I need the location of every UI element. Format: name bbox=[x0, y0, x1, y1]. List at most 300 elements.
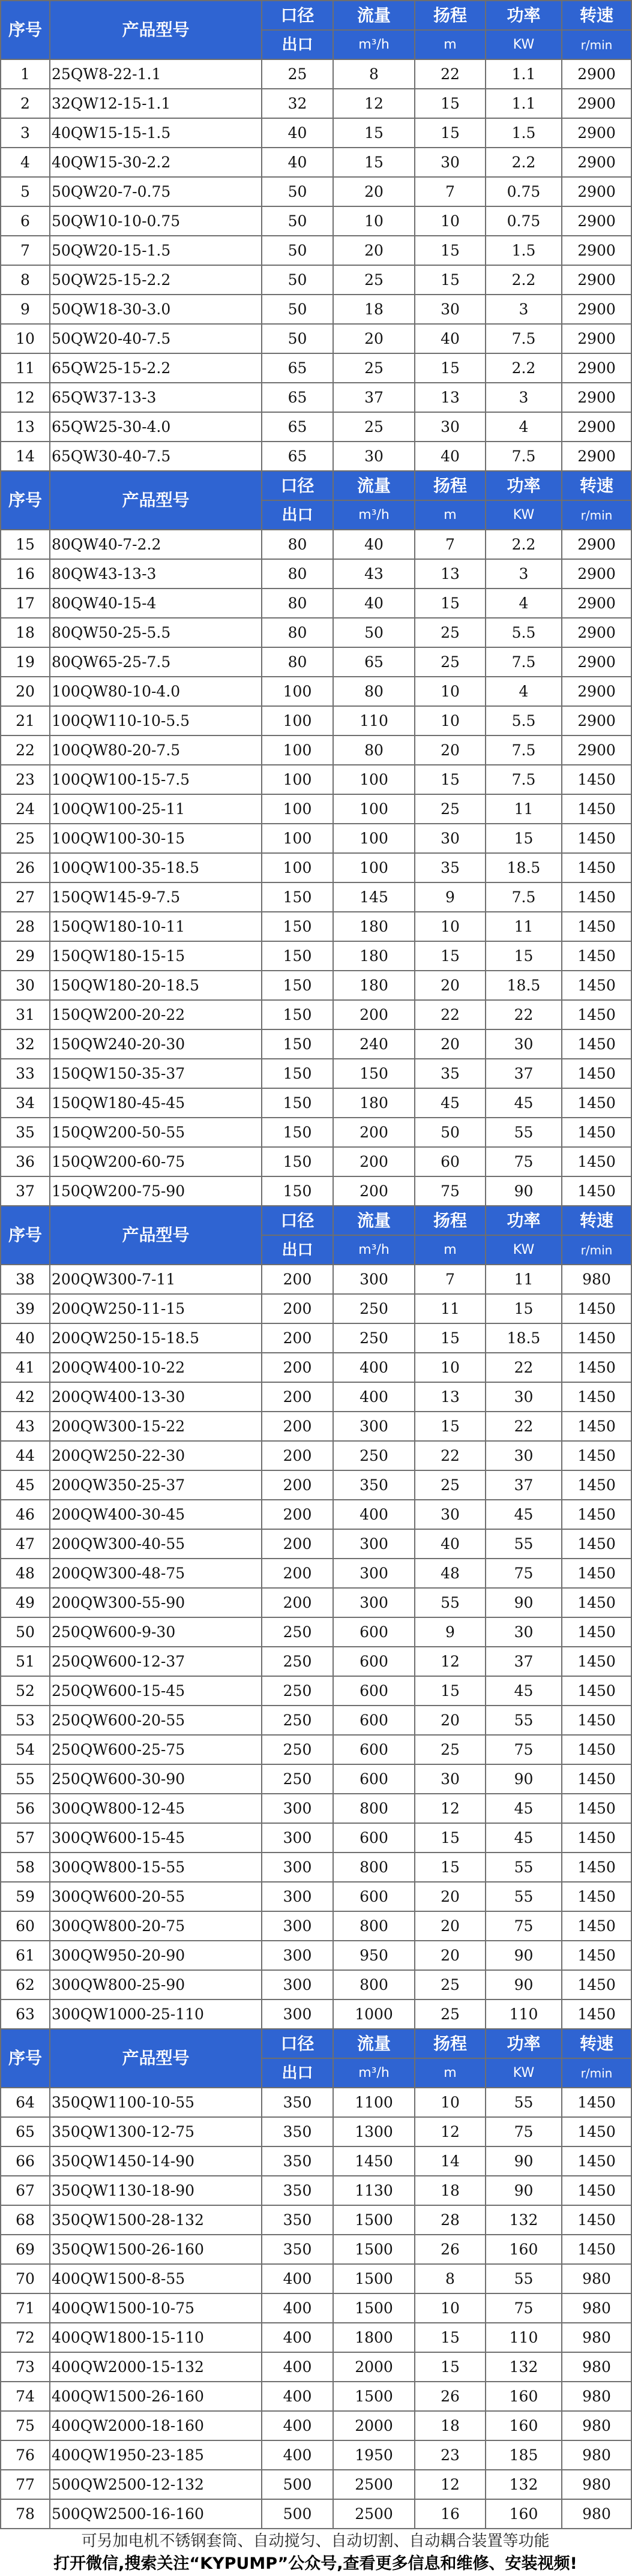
cell-power: 45 bbox=[486, 1500, 562, 1529]
cell-flow: 180 bbox=[333, 912, 415, 941]
header-power: 功率 bbox=[486, 2029, 562, 2058]
cell-model: 200QW400-10-22 bbox=[50, 1353, 262, 1382]
cell-index: 13 bbox=[1, 412, 50, 442]
cell-flow: 600 bbox=[333, 1823, 415, 1853]
cell-flow: 400 bbox=[333, 1382, 415, 1412]
header-power: 功率 bbox=[486, 1, 562, 30]
cell-head: 15 bbox=[415, 236, 486, 265]
cell-flow: 2000 bbox=[333, 2411, 415, 2440]
cell-speed: 980 bbox=[562, 1265, 631, 1294]
table-row bbox=[1, 706, 631, 735]
cell-flow: 180 bbox=[333, 1088, 415, 1118]
cell-diameter: 150 bbox=[262, 1118, 333, 1147]
cell-speed: 2900 bbox=[562, 148, 631, 177]
cell-power: 15 bbox=[486, 824, 562, 853]
cell-model: 250QW600-20-55 bbox=[50, 1706, 262, 1735]
cell-diameter: 50 bbox=[262, 236, 333, 265]
header-head: 扬程 bbox=[415, 471, 486, 500]
cell-diameter: 100 bbox=[262, 794, 333, 824]
cell-flow: 1500 bbox=[333, 2235, 415, 2264]
cell-head: 10 bbox=[415, 912, 486, 941]
cell-power: 90 bbox=[486, 1588, 562, 1617]
cell-speed: 1450 bbox=[562, 1118, 631, 1147]
cell-flow: 25 bbox=[333, 265, 415, 295]
cell-head: 15 bbox=[415, 1676, 486, 1706]
cell-diameter: 200 bbox=[262, 1382, 333, 1412]
cell-index: 51 bbox=[1, 1647, 50, 1676]
cell-index: 68 bbox=[1, 2205, 50, 2235]
table-row bbox=[1, 1176, 631, 1206]
cell-model: 200QW300-55-90 bbox=[50, 1588, 262, 1617]
header-index: 序号 bbox=[1, 471, 50, 530]
cell-flow: 110 bbox=[333, 706, 415, 735]
cell-diameter: 350 bbox=[262, 2235, 333, 2264]
cell-model: 50QW18-30-3.0 bbox=[50, 295, 262, 324]
cell-speed: 1450 bbox=[562, 1294, 631, 1323]
cell-model: 200QW400-30-45 bbox=[50, 1500, 262, 1529]
cell-flow: 300 bbox=[333, 1265, 415, 1294]
cell-index: 43 bbox=[1, 1412, 50, 1441]
cell-head: 25 bbox=[415, 647, 486, 677]
cell-index: 11 bbox=[1, 353, 50, 383]
cell-model: 200QW400-13-30 bbox=[50, 1382, 262, 1412]
cell-index: 2 bbox=[1, 89, 50, 118]
cell-model: 65QW30-40-7.5 bbox=[50, 442, 262, 471]
cell-flow: 30 bbox=[333, 442, 415, 471]
table-row bbox=[1, 1029, 631, 1059]
cell-speed: 2900 bbox=[562, 647, 631, 677]
cell-index: 8 bbox=[1, 265, 50, 295]
cell-speed: 980 bbox=[562, 2323, 631, 2352]
cell-power: 160 bbox=[486, 2382, 562, 2411]
cell-power: 15 bbox=[486, 941, 562, 971]
cell-flow: 1500 bbox=[333, 2205, 415, 2235]
cell-diameter: 200 bbox=[262, 1323, 333, 1353]
cell-model: 50QW10-10-0.75 bbox=[50, 206, 262, 236]
cell-model: 200QW300-15-22 bbox=[50, 1412, 262, 1441]
table-row bbox=[1, 618, 631, 647]
cell-index: 3 bbox=[1, 118, 50, 148]
cell-speed: 2900 bbox=[562, 353, 631, 383]
cell-diameter: 300 bbox=[262, 1911, 333, 1941]
cell-index: 16 bbox=[1, 559, 50, 589]
cell-head: 40 bbox=[415, 442, 486, 471]
cell-flow: 300 bbox=[333, 1412, 415, 1441]
cell-flow: 8 bbox=[333, 59, 415, 89]
cell-flow: 100 bbox=[333, 794, 415, 824]
cell-head: 23 bbox=[415, 2440, 486, 2470]
cell-speed: 1450 bbox=[562, 1911, 631, 1941]
header-flow-unit: m³/h bbox=[333, 1235, 415, 1265]
cell-index: 48 bbox=[1, 1559, 50, 1588]
cell-speed: 2900 bbox=[562, 589, 631, 618]
cell-index: 69 bbox=[1, 2235, 50, 2264]
cell-speed: 1450 bbox=[562, 1794, 631, 1823]
cell-flow: 180 bbox=[333, 941, 415, 971]
cell-power: 18.5 bbox=[486, 971, 562, 1000]
table-row bbox=[1, 2146, 631, 2176]
cell-model: 300QW800-12-45 bbox=[50, 1794, 262, 1823]
cell-speed: 1450 bbox=[562, 794, 631, 824]
cell-index: 26 bbox=[1, 853, 50, 882]
cell-model: 150QW240-20-30 bbox=[50, 1029, 262, 1059]
cell-head: 48 bbox=[415, 1559, 486, 1588]
cell-speed: 1450 bbox=[562, 2176, 631, 2205]
header-model: 产品型号 bbox=[50, 1, 262, 59]
cell-model: 100QW100-35-18.5 bbox=[50, 853, 262, 882]
cell-index: 58 bbox=[1, 1853, 50, 1882]
header-head: 扬程 bbox=[415, 2029, 486, 2058]
header-index: 序号 bbox=[1, 2029, 50, 2088]
table-row bbox=[1, 1441, 631, 1470]
cell-diameter: 200 bbox=[262, 1265, 333, 1294]
cell-diameter: 150 bbox=[262, 1088, 333, 1118]
cell-speed: 980 bbox=[562, 2293, 631, 2323]
table-row bbox=[1, 2382, 631, 2411]
cell-speed: 2900 bbox=[562, 530, 631, 559]
table-row bbox=[1, 353, 631, 383]
cell-flow: 65 bbox=[333, 647, 415, 677]
table-row bbox=[1, 2293, 631, 2323]
cell-speed: 1450 bbox=[562, 1941, 631, 1970]
cell-flow: 80 bbox=[333, 735, 415, 765]
cell-diameter: 350 bbox=[262, 2205, 333, 2235]
header-model: 产品型号 bbox=[50, 1206, 262, 1265]
cell-head: 12 bbox=[415, 2117, 486, 2146]
cell-diameter: 350 bbox=[262, 2088, 333, 2117]
cell-model: 250QW600-12-37 bbox=[50, 1647, 262, 1676]
table-row bbox=[1, 589, 631, 618]
cell-index: 42 bbox=[1, 1382, 50, 1412]
cell-head: 25 bbox=[415, 618, 486, 647]
cell-diameter: 40 bbox=[262, 148, 333, 177]
cell-diameter: 32 bbox=[262, 89, 333, 118]
cell-flow: 1130 bbox=[333, 2176, 415, 2205]
table-row bbox=[1, 1823, 631, 1853]
header-diameter-sub: 出口 bbox=[262, 1235, 333, 1265]
table-row bbox=[1, 2088, 631, 2117]
cell-diameter: 300 bbox=[262, 1882, 333, 1911]
header-power-unit: KW bbox=[486, 2058, 562, 2088]
cell-diameter: 65 bbox=[262, 412, 333, 442]
cell-speed: 1450 bbox=[562, 1470, 631, 1500]
cell-speed: 2900 bbox=[562, 89, 631, 118]
cell-model: 250QW600-15-45 bbox=[50, 1676, 262, 1706]
cell-model: 400QW1800-15-110 bbox=[50, 2323, 262, 2352]
cell-power: 45 bbox=[486, 1088, 562, 1118]
cell-power: 22 bbox=[486, 1353, 562, 1382]
cell-diameter: 150 bbox=[262, 971, 333, 1000]
header-head: 扬程 bbox=[415, 1, 486, 30]
cell-speed: 2900 bbox=[562, 265, 631, 295]
cell-power: 5.5 bbox=[486, 618, 562, 647]
cell-speed: 2900 bbox=[562, 412, 631, 442]
table-row bbox=[1, 265, 631, 295]
cell-diameter: 80 bbox=[262, 589, 333, 618]
table-row bbox=[1, 1764, 631, 1794]
cell-power: 0.75 bbox=[486, 206, 562, 236]
cell-power: 3 bbox=[486, 559, 562, 589]
cell-head: 13 bbox=[415, 1382, 486, 1412]
cell-head: 20 bbox=[415, 1911, 486, 1941]
cell-speed: 1450 bbox=[562, 1323, 631, 1353]
cell-head: 10 bbox=[415, 2088, 486, 2117]
cell-model: 200QW300-40-55 bbox=[50, 1529, 262, 1559]
header-power-unit: KW bbox=[486, 1235, 562, 1265]
cell-flow: 25 bbox=[333, 412, 415, 442]
cell-model: 200QW350-25-37 bbox=[50, 1470, 262, 1500]
cell-head: 15 bbox=[415, 2323, 486, 2352]
cell-head: 15 bbox=[415, 1323, 486, 1353]
table-row bbox=[1, 1353, 631, 1382]
cell-head: 20 bbox=[415, 1882, 486, 1911]
cell-index: 73 bbox=[1, 2352, 50, 2382]
cell-model: 350QW1500-28-132 bbox=[50, 2205, 262, 2235]
header-model: 产品型号 bbox=[50, 2029, 262, 2088]
cell-diameter: 400 bbox=[262, 2440, 333, 2470]
cell-flow: 600 bbox=[333, 1676, 415, 1706]
cell-speed: 2900 bbox=[562, 735, 631, 765]
cell-diameter: 300 bbox=[262, 1853, 333, 1882]
cell-power: 4 bbox=[486, 412, 562, 442]
cell-power: 160 bbox=[486, 2235, 562, 2264]
cell-power: 132 bbox=[486, 2470, 562, 2499]
cell-model: 400QW2000-18-160 bbox=[50, 2411, 262, 2440]
cell-speed: 1450 bbox=[562, 1617, 631, 1647]
cell-power: 160 bbox=[486, 2499, 562, 2529]
cell-model: 150QW180-15-15 bbox=[50, 941, 262, 971]
cell-head: 7 bbox=[415, 530, 486, 559]
cell-index: 40 bbox=[1, 1323, 50, 1353]
cell-model: 150QW200-60-75 bbox=[50, 1147, 262, 1176]
cell-speed: 2900 bbox=[562, 295, 631, 324]
table-row bbox=[1, 1294, 631, 1323]
cell-head: 13 bbox=[415, 559, 486, 589]
cell-flow: 1100 bbox=[333, 2088, 415, 2117]
header-speed-unit: r/min bbox=[562, 500, 631, 530]
cell-model: 350QW1500-26-160 bbox=[50, 2235, 262, 2264]
cell-diameter: 200 bbox=[262, 1294, 333, 1323]
cell-diameter: 65 bbox=[262, 383, 333, 412]
table-row bbox=[1, 1265, 631, 1294]
table-row bbox=[1, 1412, 631, 1441]
cell-model: 80QW43-13-3 bbox=[50, 559, 262, 589]
cell-power: 110 bbox=[486, 2323, 562, 2352]
cell-flow: 350 bbox=[333, 1470, 415, 1500]
cell-head: 15 bbox=[415, 765, 486, 794]
cell-power: 1.1 bbox=[486, 59, 562, 89]
table-row bbox=[1, 1529, 631, 1559]
cell-diameter: 200 bbox=[262, 1588, 333, 1617]
cell-power: 37 bbox=[486, 1059, 562, 1088]
cell-head: 13 bbox=[415, 383, 486, 412]
cell-flow: 600 bbox=[333, 1764, 415, 1794]
cell-speed: 1450 bbox=[562, 765, 631, 794]
cell-power: 45 bbox=[486, 1823, 562, 1853]
cell-flow: 800 bbox=[333, 1794, 415, 1823]
cell-power: 1.5 bbox=[486, 118, 562, 148]
cell-speed: 1450 bbox=[562, 2235, 631, 2264]
cell-model: 65QW37-13-3 bbox=[50, 383, 262, 412]
cell-power: 37 bbox=[486, 1470, 562, 1500]
table-row bbox=[1, 1559, 631, 1588]
cell-head: 15 bbox=[415, 118, 486, 148]
cell-model: 150QW150-35-37 bbox=[50, 1059, 262, 1088]
cell-power: 30 bbox=[486, 1382, 562, 1412]
cell-model: 300QW600-15-45 bbox=[50, 1823, 262, 1853]
cell-speed: 1450 bbox=[562, 941, 631, 971]
header-index: 序号 bbox=[1, 1, 50, 59]
cell-flow: 1800 bbox=[333, 2323, 415, 2352]
cell-model: 300QW800-25-90 bbox=[50, 1970, 262, 1999]
cell-power: 110 bbox=[486, 1999, 562, 2029]
cell-head: 30 bbox=[415, 295, 486, 324]
cell-flow: 40 bbox=[333, 589, 415, 618]
table-row bbox=[1, 2411, 631, 2440]
cell-head: 20 bbox=[415, 1706, 486, 1735]
cell-power: 7.5 bbox=[486, 324, 562, 353]
cell-diameter: 80 bbox=[262, 618, 333, 647]
cell-head: 30 bbox=[415, 412, 486, 442]
cell-speed: 980 bbox=[562, 2470, 631, 2499]
cell-flow: 100 bbox=[333, 824, 415, 853]
cell-index: 38 bbox=[1, 1265, 50, 1294]
header-flow-unit: m³/h bbox=[333, 2058, 415, 2088]
header-head-unit: m bbox=[415, 500, 486, 530]
cell-index: 4 bbox=[1, 148, 50, 177]
table-row bbox=[1, 89, 631, 118]
cell-power: 55 bbox=[486, 1529, 562, 1559]
cell-index: 78 bbox=[1, 2499, 50, 2529]
cell-head: 20 bbox=[415, 1029, 486, 1059]
cell-head: 30 bbox=[415, 148, 486, 177]
cell-model: 150QW200-20-22 bbox=[50, 1000, 262, 1029]
cell-power: 45 bbox=[486, 1794, 562, 1823]
cell-diameter: 50 bbox=[262, 265, 333, 295]
cell-power: 11 bbox=[486, 1265, 562, 1294]
table-row bbox=[1, 530, 631, 559]
cell-index: 30 bbox=[1, 971, 50, 1000]
cell-speed: 1450 bbox=[562, 1382, 631, 1412]
cell-speed: 980 bbox=[562, 2352, 631, 2382]
cell-model: 100QW100-25-11 bbox=[50, 794, 262, 824]
cell-index: 77 bbox=[1, 2470, 50, 2499]
cell-speed: 1450 bbox=[562, 2088, 631, 2117]
cell-flow: 1500 bbox=[333, 2293, 415, 2323]
cell-speed: 980 bbox=[562, 2499, 631, 2529]
table-row bbox=[1, 1059, 631, 1088]
cell-power: 18.5 bbox=[486, 1323, 562, 1353]
cell-head: 10 bbox=[415, 706, 486, 735]
cell-diameter: 400 bbox=[262, 2323, 333, 2352]
cell-diameter: 400 bbox=[262, 2411, 333, 2440]
cell-diameter: 200 bbox=[262, 1559, 333, 1588]
cell-power: 15 bbox=[486, 1294, 562, 1323]
header-power: 功率 bbox=[486, 471, 562, 500]
cell-diameter: 25 bbox=[262, 59, 333, 89]
cell-index: 1 bbox=[1, 59, 50, 89]
cell-diameter: 400 bbox=[262, 2352, 333, 2382]
cell-diameter: 300 bbox=[262, 1999, 333, 2029]
table-row bbox=[1, 2235, 631, 2264]
cell-speed: 2900 bbox=[562, 618, 631, 647]
cell-model: 200QW250-15-18.5 bbox=[50, 1323, 262, 1353]
table-row bbox=[1, 2352, 631, 2382]
cell-flow: 600 bbox=[333, 1735, 415, 1764]
cell-model: 200QW300-48-75 bbox=[50, 1559, 262, 1588]
cell-power: 90 bbox=[486, 1176, 562, 1206]
cell-model: 65QW25-30-4.0 bbox=[50, 412, 262, 442]
cell-model: 300QW600-20-55 bbox=[50, 1882, 262, 1911]
cell-head: 22 bbox=[415, 1441, 486, 1470]
header-row bbox=[1, 1, 631, 30]
cell-head: 18 bbox=[415, 2176, 486, 2205]
header-speed: 转速 bbox=[562, 2029, 631, 2058]
cell-power: 45 bbox=[486, 1676, 562, 1706]
cell-speed: 2900 bbox=[562, 706, 631, 735]
cell-head: 20 bbox=[415, 735, 486, 765]
cell-flow: 200 bbox=[333, 1147, 415, 1176]
cell-flow: 250 bbox=[333, 1323, 415, 1353]
cell-power: 132 bbox=[486, 2352, 562, 2382]
cell-head: 10 bbox=[415, 1353, 486, 1382]
cell-speed: 1450 bbox=[562, 1147, 631, 1176]
cell-head: 9 bbox=[415, 882, 486, 912]
cell-flow: 200 bbox=[333, 1000, 415, 1029]
cell-diameter: 250 bbox=[262, 1706, 333, 1735]
cell-power: 37 bbox=[486, 1647, 562, 1676]
cell-speed: 980 bbox=[562, 2411, 631, 2440]
cell-flow: 1000 bbox=[333, 1999, 415, 2029]
cell-head: 8 bbox=[415, 2264, 486, 2293]
table-row bbox=[1, 559, 631, 589]
table-row bbox=[1, 735, 631, 765]
table-row bbox=[1, 882, 631, 912]
table-row bbox=[1, 677, 631, 706]
table-row bbox=[1, 295, 631, 324]
cell-diameter: 200 bbox=[262, 1470, 333, 1500]
table-row bbox=[1, 912, 631, 941]
cell-power: 90 bbox=[486, 2176, 562, 2205]
table-row bbox=[1, 2499, 631, 2529]
table-row bbox=[1, 2440, 631, 2470]
cell-model: 400QW1500-26-160 bbox=[50, 2382, 262, 2411]
table-row bbox=[1, 1706, 631, 1735]
header-diameter: 口径 bbox=[262, 2029, 333, 2058]
cell-flow: 15 bbox=[333, 118, 415, 148]
cell-speed: 1450 bbox=[562, 1999, 631, 2029]
header-speed: 转速 bbox=[562, 1, 631, 30]
cell-power: 75 bbox=[486, 1147, 562, 1176]
cell-power: 90 bbox=[486, 1970, 562, 1999]
header-diameter: 口径 bbox=[262, 1206, 333, 1235]
cell-speed: 1450 bbox=[562, 1823, 631, 1853]
cell-diameter: 300 bbox=[262, 1941, 333, 1970]
header-power-unit: KW bbox=[486, 500, 562, 530]
cell-diameter: 400 bbox=[262, 2293, 333, 2323]
table-row bbox=[1, 765, 631, 794]
table-row bbox=[1, 2176, 631, 2205]
cell-head: 15 bbox=[415, 353, 486, 383]
cell-speed: 1450 bbox=[562, 1735, 631, 1764]
cell-diameter: 500 bbox=[262, 2470, 333, 2499]
cell-index: 32 bbox=[1, 1029, 50, 1059]
cell-speed: 2900 bbox=[562, 118, 631, 148]
cell-head: 7 bbox=[415, 177, 486, 206]
table-row bbox=[1, 2323, 631, 2352]
cell-power: 75 bbox=[486, 1911, 562, 1941]
cell-power: 90 bbox=[486, 1764, 562, 1794]
